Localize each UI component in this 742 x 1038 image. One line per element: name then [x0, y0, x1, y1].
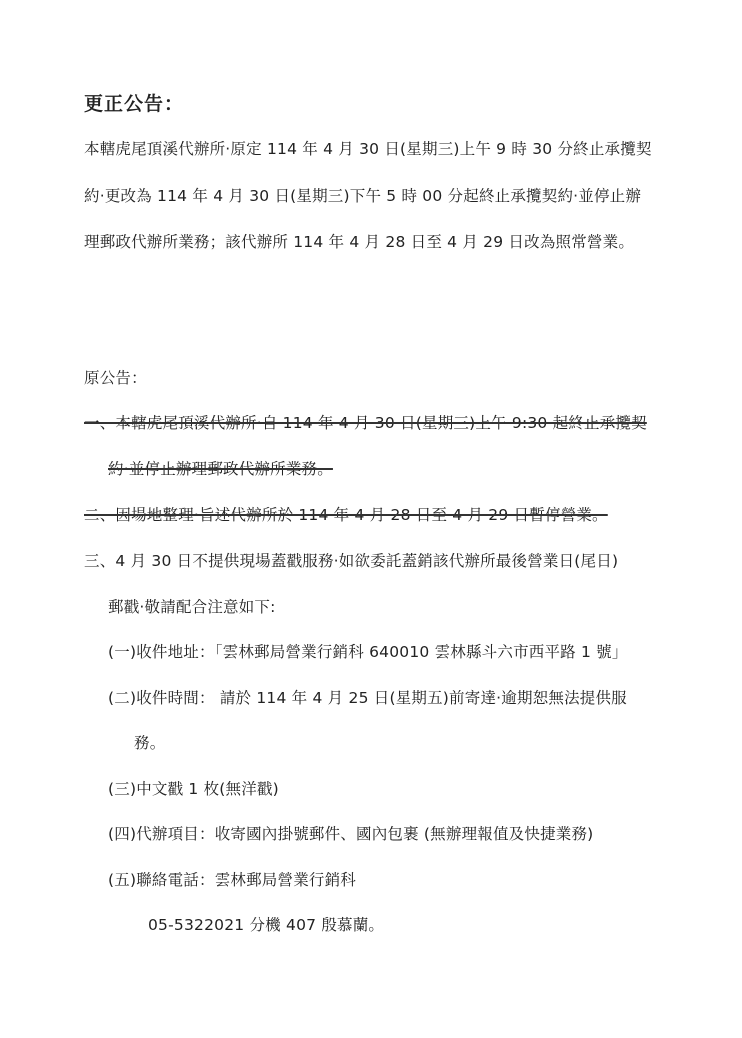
sub-item-postmark: (三)中文戳 1 枚(無洋戳): [108, 780, 279, 798]
original-title: 原公告：: [84, 369, 147, 387]
sub-item-time-line-1: (二)收件時間： 請於 114 年 4 月 25 日(星期五)前寄達‧逾期恕無法提供服: [108, 689, 627, 707]
sub-item-time-line-2: 務。: [134, 734, 166, 752]
sub-item-contact-line-1: (五)聯絡電話：雲林郵局營業行銷科: [108, 871, 356, 889]
sub-item-address: (一)收件地址：「雲林郵局營業行銷科 640010 雲林縣斗六市西平路 1 號」: [108, 643, 628, 661]
correction-line-3: 理郵政代辦所業務；該代辦所 114 年 4 月 28 日至 4 月 29 日改為照常營業。: [84, 233, 635, 251]
sub-item-contact-line-2: 05-5322021 分機 407 殷慕蘭。: [148, 916, 385, 934]
correction-title: 更正公告：: [84, 93, 185, 115]
original-item-1-line-1: 一、本轄虎尾頂溪代辦所‧自 114 年 4 月 30 日(星期三)上午 9:30 起終止承攬契: [84, 414, 647, 432]
correction-line-2: 約‧更改為 114 年 4 月 30 日(星期三)下午 5 時 00 分起終止承攬契約‧並停止辦: [84, 187, 642, 205]
sub-item-services: (四)代辦項目：收寄國內掛號郵件、國內包裹 (無辦理報值及快捷業務): [108, 825, 594, 843]
original-item-3-line-2: 郵戳‧敬請配合注意如下:: [108, 598, 276, 616]
original-item-1-line-2: 約‧並停止辦理郵政代辦所業務。: [108, 460, 333, 478]
original-item-2: 二、因場地整理‧旨述代辦所於 114 年 4 月 28 日至 4 月 29 日暫停營業。: [84, 506, 608, 524]
original-item-3-line-1: 三、4 月 30 日不提供現場蓋戳服務‧如欲委託蓋銷該代辦所最後營業日(尾日): [84, 552, 619, 570]
correction-line-1: 本轄虎尾頂溪代辦所‧原定 114 年 4 月 30 日(星期三)上午 9 時 30 分終止承攬契: [84, 140, 652, 158]
